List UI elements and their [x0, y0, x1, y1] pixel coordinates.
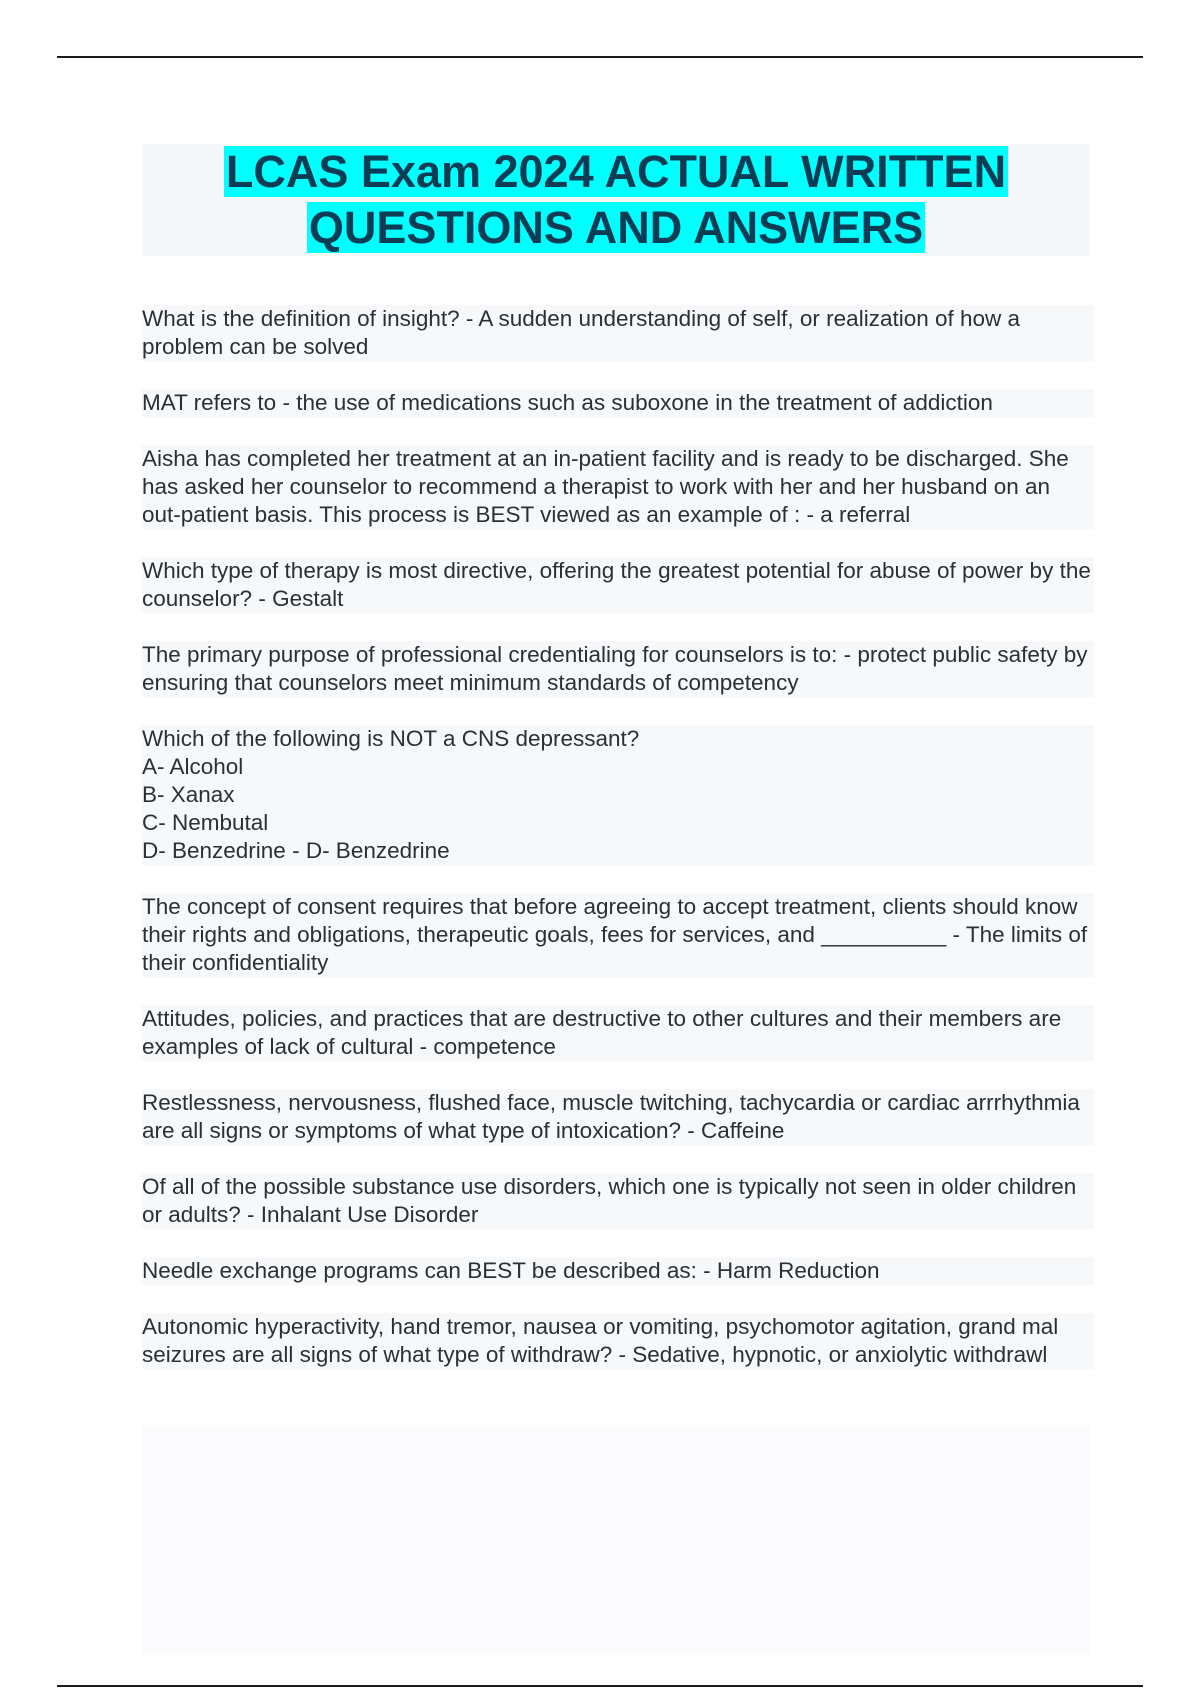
qa-item-credentialing: The primary purpose of professional credentialing for counselors is to: - protect public safety by ensuring that counselors meet minimum standards of competency: [142, 641, 1094, 697]
qa-item-withdrawal: Autonomic hyperactivity, hand tremor, nausea or vomiting, psychomotor agitation, grand mal seizures are all signs of what type of withdraw? - Sedative, hypnotic, or anxiolytic withdrawl: [142, 1313, 1094, 1369]
qa-list: [142, 305, 1094, 1397]
title-line-2: [142, 200, 1090, 256]
qa-item-directive-therapy: Which type of therapy is most directive, offering the greatest potential for abuse of power by the counselor? - Gestalt: [142, 557, 1094, 613]
title-block: [142, 144, 1090, 256]
qa-item-harm-reduction: Needle exchange programs can BEST be described as: - Harm Reduction: [142, 1257, 1094, 1285]
qa-item-referral: Aisha has completed her treatment at an in-patient facility and is ready to be discharged. She has asked her counselor to recommend a therapist to work with her and her husband on an out-patient basis. This process is BEST viewed as an example of : - a referral: [142, 445, 1094, 529]
title-line-1: [142, 144, 1090, 200]
qa-item-consent: The concept of consent requires that before agreeing to accept treatment, clients should know their rights and obligations, therapeutic goals, fees for services, and __________ - The limits of their confidentiality: [142, 893, 1094, 977]
bottom-rule: [57, 1685, 1143, 1687]
qa-item-cns-depressant: Which of the following is NOT a CNS depressant? A- Alcohol B- Xanax C- Nembutal D- Benzedrine - D- Benzedrine: [142, 725, 1094, 865]
bottom-shade: [142, 1425, 1090, 1655]
qa-item-caffeine: Restlessness, nervousness, flushed face, muscle twitching, tachycardia or cardiac arrrhythmia are all signs or symptoms of what type of intoxication? - Caffeine: [142, 1089, 1094, 1145]
top-rule: [57, 56, 1143, 58]
title-line-1-text: LCAS Exam 2024 ACTUAL WRITTEN: [225, 146, 1007, 197]
qa-item-mat: MAT refers to - the use of medications such as suboxone in the treatment of addiction: [142, 389, 1094, 417]
qa-item-inhalant: Of all of the possible substance use disorders, which one is typically not seen in older children or adults? - Inhalant Use Disorder: [142, 1173, 1094, 1229]
title-line-2-text: QUESTIONS AND ANSWERS: [308, 202, 924, 253]
qa-item-cultural: Attitudes, policies, and practices that are destructive to other cultures and their members are examples of lack of cultural - competence: [142, 1005, 1094, 1061]
qa-item-insight: What is the definition of insight? - A sudden understanding of self, or realization of how a problem can be solved: [142, 305, 1094, 361]
